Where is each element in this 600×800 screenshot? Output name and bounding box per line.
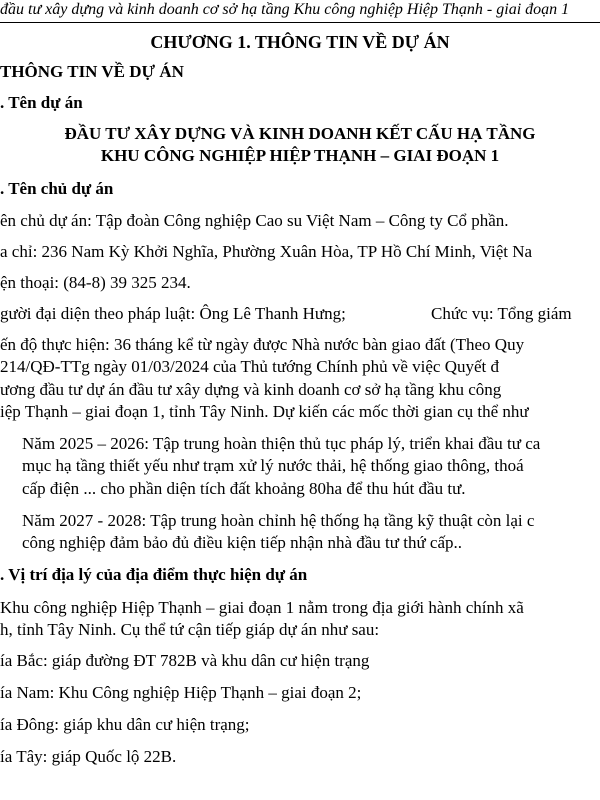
running-header-text: đầu tư xây dựng và kinh doanh cơ sở hạ tầng Khu công nghiệp Hiệp Thạnh - giai đoạn 1	[0, 1, 570, 18]
milestone-2-line-2: công nghiệp đảm bảo đủ điều kiện tiếp nhận nhà đầu tư thứ cấp..	[22, 533, 463, 552]
boundary-east: ía Đông: giáp khu dân cư hiện trạng;	[0, 715, 250, 734]
project-name-line-1: ĐẦU TƯ XÂY DỰNG VÀ KINH DOANH KẾT CẤU HẠ TẦNG	[64, 124, 536, 143]
project-name-heading: . Tên dự án	[0, 93, 83, 112]
progress-line-2: 214/QĐ-TTg ngày 01/03/2024 của Thủ tướng Chính phủ về việc Quyết đ	[0, 357, 500, 376]
chapter-title: CHƯƠNG 1. THÔNG TIN VỀ DỰ ÁN	[150, 32, 450, 52]
representative-position: Chức vụ: Tổng giám	[431, 304, 572, 323]
owner-address: a chỉ: 236 Nam Kỳ Khởi Nghĩa, Phường Xuân Hòa, TP Hồ Chí Minh, Việt Na	[0, 242, 533, 261]
boundary-south: ía Nam: Khu Công nghiệp Hiệp Thạnh – giai đoạn 2;	[0, 683, 362, 702]
header-divider	[0, 22, 600, 23]
milestone-1-line-3: cấp điện ... cho phần diện tích đất khoảng 80ha để thu hút đầu tư.	[22, 479, 466, 498]
progress-line-3: ương đầu tư dự án đầu tư xây dựng và kinh doanh cơ sở hạ tầng khu công	[0, 380, 502, 399]
owner-name: ên chủ dự án: Tập đoàn Công nghiệp Cao su Việt Nam – Công ty Cổ phần.	[0, 211, 509, 230]
owner-phone: ện thoại: (84-8) 39 325 234.	[0, 273, 191, 292]
boundary-west: ía Tây: giáp Quốc lộ 22B.	[0, 747, 177, 766]
milestone-1-line-2: mục hạ tầng thiết yếu như trạm xử lý nước thải, hệ thống giao thông, thoá	[22, 456, 524, 475]
legal-representative: gười đại diện theo pháp luật: Ông Lê Thanh Hưng;	[0, 304, 346, 323]
section-title: THÔNG TIN VỀ DỰ ÁN	[0, 62, 184, 81]
location-intro-line-2: h, tỉnh Tây Ninh. Cụ thể tứ cận tiếp giáp dự án như sau:	[0, 620, 380, 639]
location-intro-line-1: Khu công nghiệp Hiệp Thạnh – giai đoạn 1 nằm trong địa giới hành chính xã	[0, 598, 524, 617]
location-heading: . Vị trí địa lý của địa điểm thực hiện dự án	[0, 565, 308, 584]
progress-line-4: iệp Thạnh – giai đoạn 1, tỉnh Tây Ninh. Dự kiến các mốc thời gian cụ thể như	[0, 402, 529, 421]
progress-line-1: ến độ thực hiện: 36 tháng kể từ ngày được Nhà nước bàn giao đất (Theo Quy	[0, 335, 525, 354]
owner-heading: . Tên chủ dự án	[0, 179, 114, 198]
boundary-north: ía Bắc: giáp đường ĐT 782B và khu dân cư hiện trạng	[0, 651, 370, 670]
milestone-1-line-1: Năm 2025 – 2026: Tập trung hoàn thiện thủ tục pháp lý, triển khai đầu tư ca	[22, 434, 541, 453]
project-name-line-2: KHU CÔNG NGHIỆP HIỆP THẠNH – GIAI ĐOẠN 1	[100, 146, 500, 165]
milestone-2-line-1: Năm 2027 - 2028: Tập trung hoàn chỉnh hệ thống hạ tầng kỹ thuật còn lại c	[22, 511, 535, 530]
